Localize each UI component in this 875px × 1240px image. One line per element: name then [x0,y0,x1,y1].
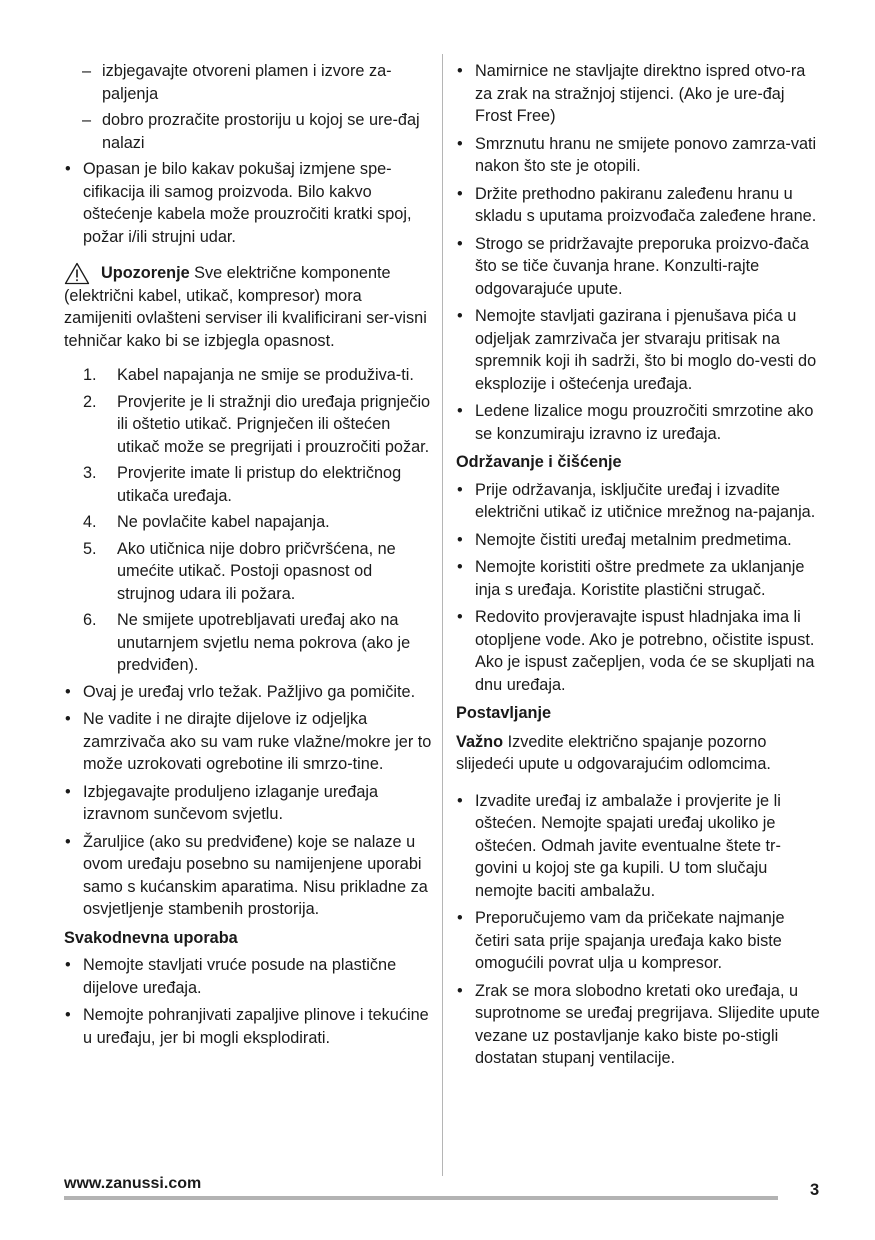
bullet-item: • Držite prethodno pakiranu zaleđenu hranu u skladu s uputama proizvođača zaleđene hrane. [456,183,821,228]
bullet-item: • Redovito provjeravajte ispust hladnjaka ima li otopljene vode. Ako je potrebno, očistite ispust. Ako je ispust začepljen, voda će se skupljati na dnu uređaja. [456,606,821,696]
warning-triangle-icon [64,262,92,286]
bullet-item: • Ledene lizalice mogu prouzročiti smrzotine ako se konzumiraju izravno iz uređaja. [456,400,821,445]
dash-list [64,60,432,154]
bullet-item: • Nemojte čistiti uređaj metalnim predmetima. [456,529,821,552]
warning-label: Upozorenje [101,264,190,282]
bullet-item: • Ne vadite i ne dirajte dijelove iz odjeljka zamrzivača ako su vam ruke vlažne/mokre jer to može uzrokovati ogrebotine ili smrzo-tine. [64,708,432,776]
bullet-list [456,479,821,697]
page-number: 3 [810,1181,820,1199]
numbered-item: 2. Provjerite je li stražnji dio uređaja prignječio ili oštetio utikač. Prignječen ili oštećen utikač može se pregrijati i prouzročiti požar. [83,392,431,456]
right-column [456,60,821,1075]
bullet-item: • Zrak se mora slobodno kretati oko uređaja, u suprotnome se uređaj pregrijava. Slijedite upute vezane uz postavljanje kako biste po-stigli dostatan stupanj ventilacije. [456,980,821,1070]
bullet-list [64,954,432,1049]
dash-item: – dobro prozračite prostoriju u kojoj se ure-đaj nalazi [64,109,432,154]
bullet-item: • Nemojte stavljati gazirana i pjenušava pića u odjeljak zamrzivača jer stvaraju pritisak na spremnik koji ih sadrži, što bi moglo do-vesti do eksplozije i oštećenja uređaja. [456,305,821,395]
bullet-item: • Prije održavanja, isključite uređaj i izvadite električni utikač iz utičnice mrežnog na-pajanja. [456,479,821,524]
bullet-item: • Smrznutu hranu ne smijete ponovo zamrza-vati nakon što ste je otopili. [456,133,821,178]
bullet-list [64,681,432,921]
important-label: Važno [456,732,504,751]
bullet-item: • Žaruljice (ako su predviđene) koje se nalaze u ovom uređaju posebno su namijenjene uporabi samo s kućanskim aparatima. Nisu prikladne za osvjetljenje stambenih prostorija. [64,831,432,921]
section-heading-maintenance: Održavanje i čišćenje [456,453,622,471]
section-heading-daily-use: Svakodnevna uporaba [64,928,238,947]
dash-item: – izbjegavajte otvoreni plamen i izvore za-paljenja [64,60,432,105]
bullet-item: • Namirnice ne stavljajte direktno ispred otvo-ra za zrak na stražnjoj stijenci. (Ako je ure-đaj Frost Free) [456,60,821,128]
bullet-list [64,158,432,248]
bullet-item: • Izvadite uređaj iz ambalaže i provjerite je li oštećen. Nemojte spajati uređaj ukoliko je oštećen. Odmah javite eventualne štete tr-govini u kojoj ste ga kupili. U tom slučaju nemojte baciti ambalažu. [456,790,821,903]
bullet-item: • Izbjegavajte produljeno izlaganje uređaja izravnom sunčevom svjetlu. [64,781,432,826]
footer-rule [64,1196,778,1200]
section-heading-installation: Postavljanje [456,704,552,722]
warning-note [64,262,432,352]
numbered-item: 3. Provjerite imate li pristup do električnog utikača uređaja. [83,464,402,505]
bullet-item: • Ovaj je uređaj vrlo težak. Pažljivo ga pomičite. [64,681,432,704]
numbered-item: 4. Ne povlačite kabel napajanja. [83,513,330,531]
column-divider [442,54,443,1176]
bullet-item: • Opasan je bilo kakav pokušaj izmjene spe-cifikacija ili samog proizvoda. Bilo kakvo oštećenje kabela može prouzročiti kratki spoj, požar i/ili strujni udar. [64,158,432,248]
numbered-item: 6. Ne smijete upotrebljavati uređaj ako na unutarnjem svjetlu nema pokrova (ako je predviđen). [83,611,411,674]
important-note [456,731,821,776]
bullet-item: • Nemojte koristiti oštre predmete za uklanjanje inja s uređaja. Koristite plastični strugač. [456,556,821,601]
warning-text: Sve električne komponente (električni kabel, utikač, kompresor) mora zamijeniti ovlašteni serviser ili kvalificirani ser-visni tehničar kako bi se izbjegla opasnost. [64,264,427,350]
bullet-item: • Preporučujemo vam da pričekate najmanje četiri sata prije spajanja uređaja kako biste omogućili povrat ulja u kompresor. [456,907,821,975]
bullet-list [456,60,821,445]
numbered-list [64,364,432,677]
left-column [64,60,432,1054]
bullet-item: • Nemojte pohranjivati zapaljive plinove i tekućine u uređaju, jer bi mogli eksplodirati. [64,1004,432,1049]
footer-website: www.zanussi.com [64,1175,202,1192]
bullet-item: • Nemojte stavljati vruće posude na plastične dijelove uređaja. [64,954,432,999]
bullet-item: • Strogo se pridržavajte preporuka proizvo-đača što se tiče čuvanja hrane. Konzulti-rajte odgovarajuće upute. [456,233,821,301]
bullet-list [456,790,821,1070]
numbered-item: 1. Kabel napajanja ne smije se produživa-ti. [83,366,414,384]
numbered-item: 5. Ako utičnica nije dobro pričvršćena, ne umećite utikač. Postoji opasnost od strujnog udara ili požara. [83,539,396,603]
important-text: Izvedite električno spajanje pozorno slijedeći upute u odgovarajućim odlomcima. [456,732,771,773]
